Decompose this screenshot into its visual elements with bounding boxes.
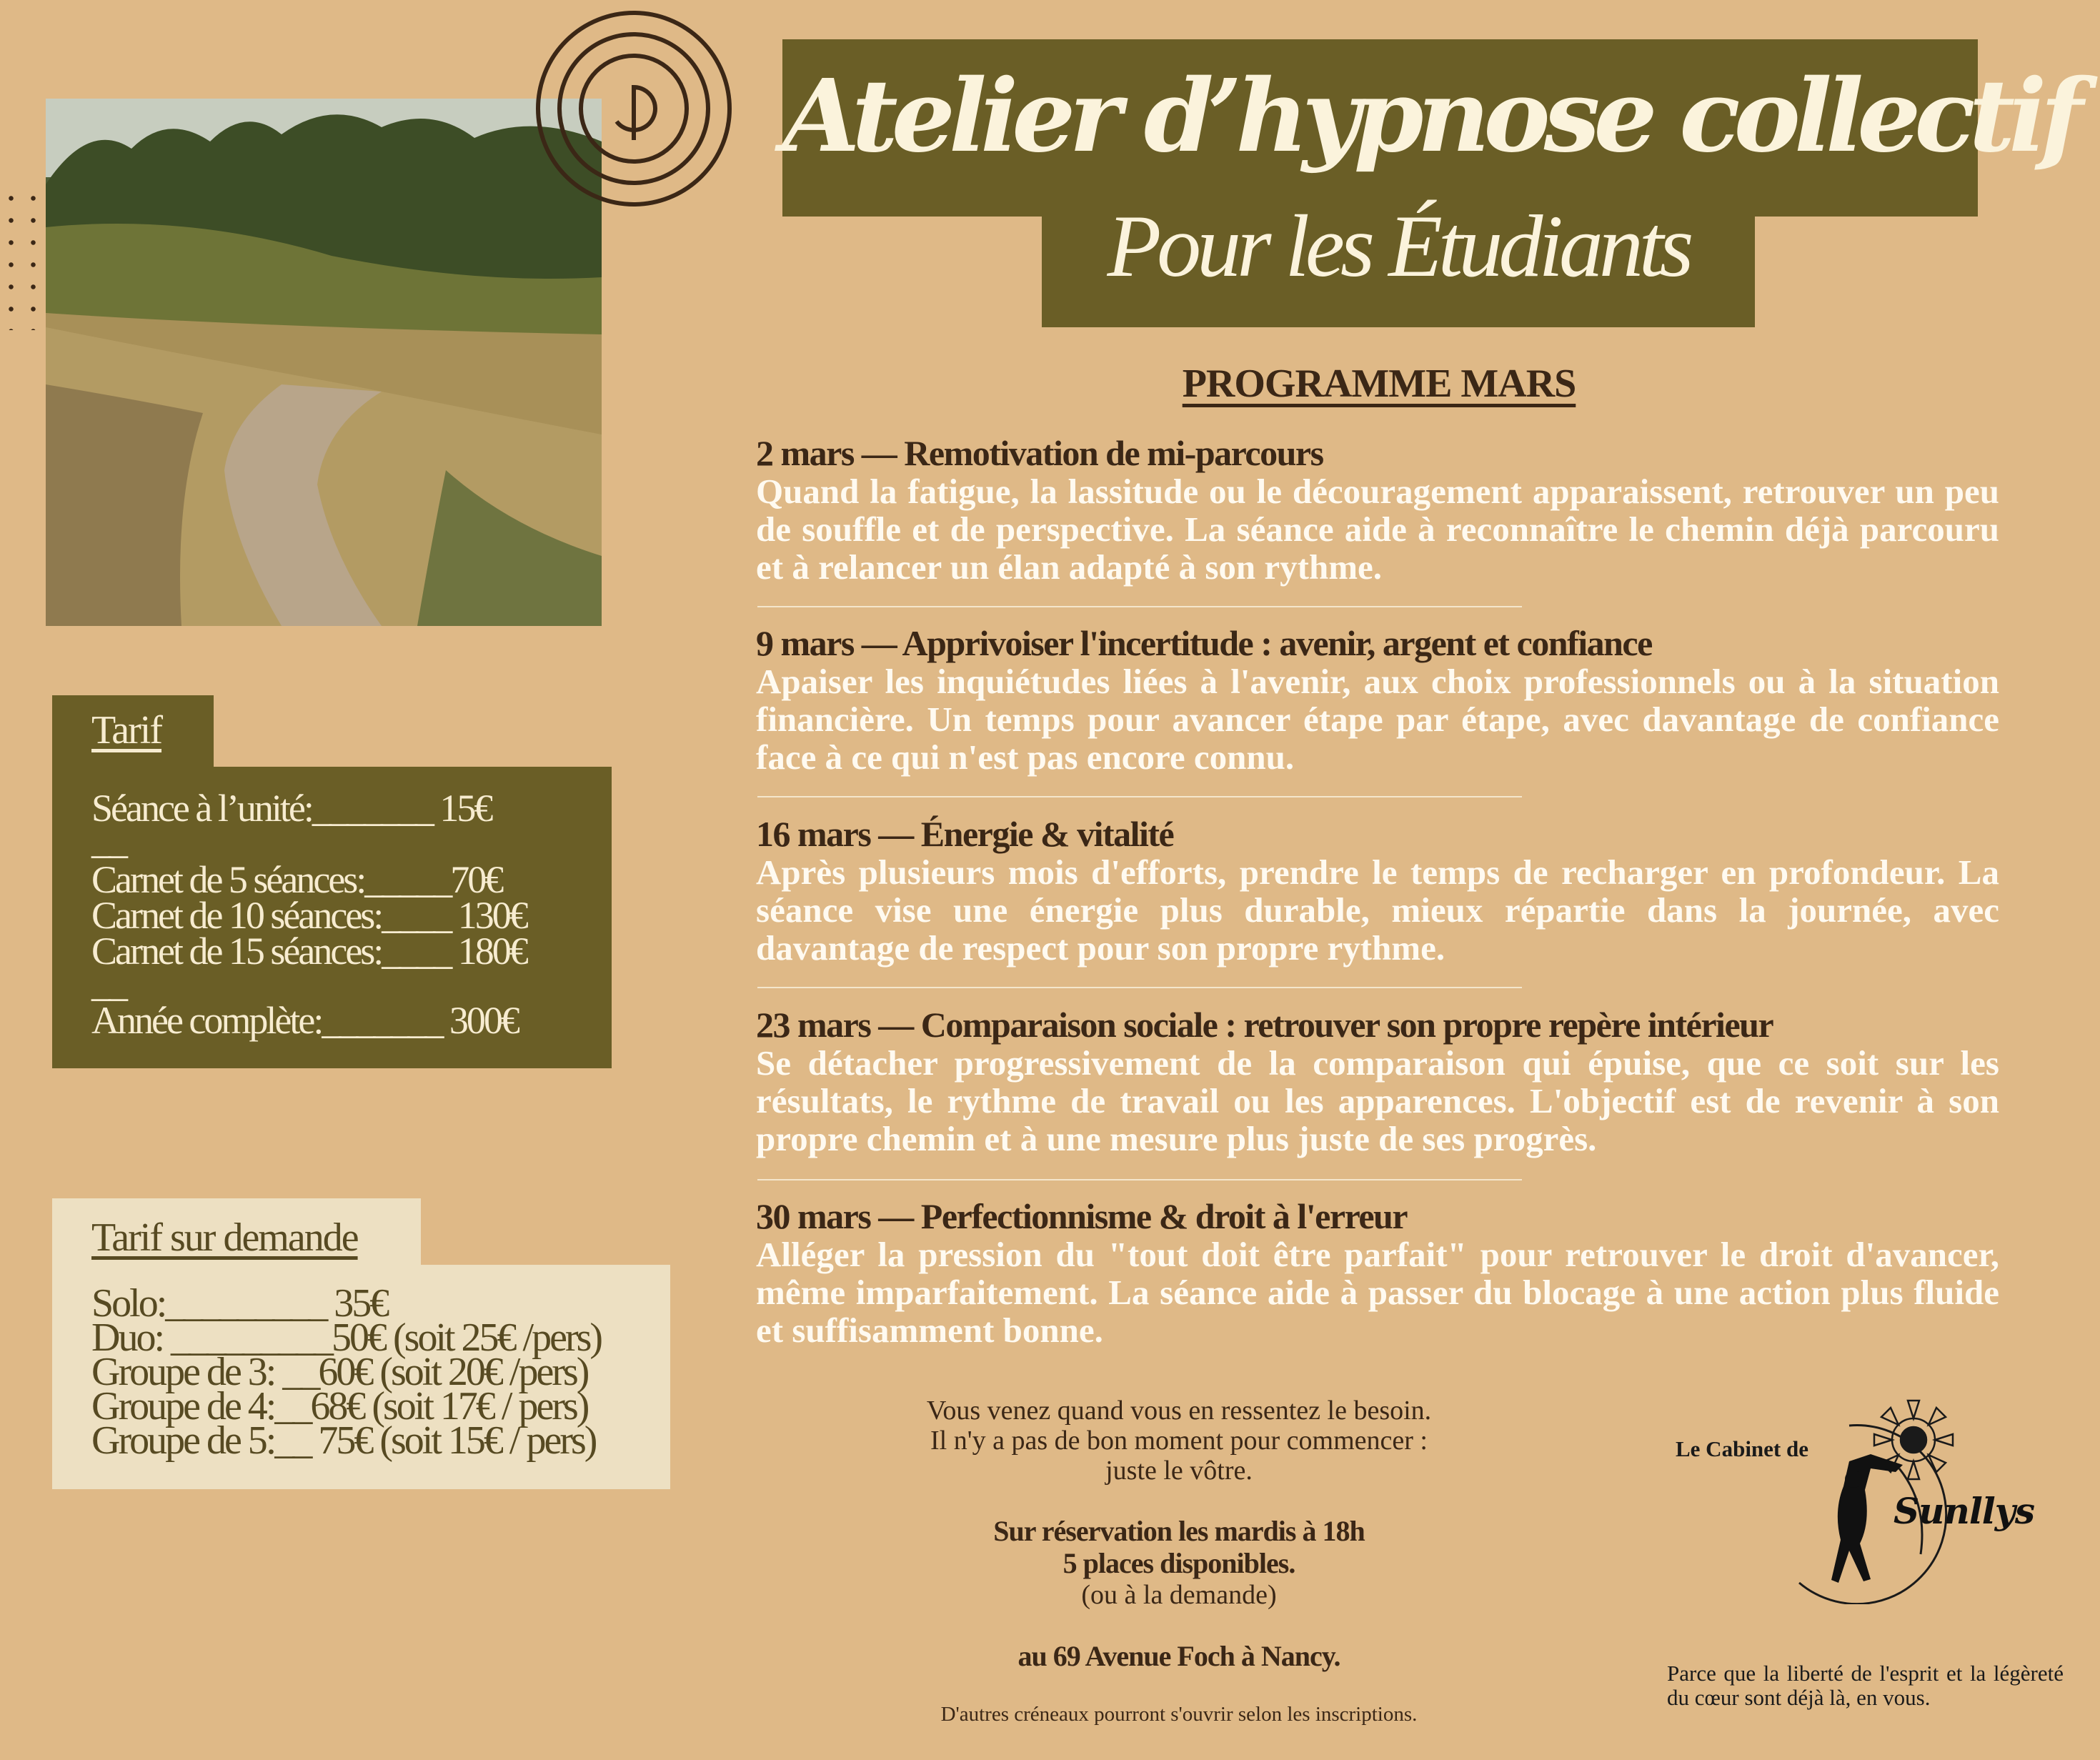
tarif-heading: Tarif [91, 708, 162, 752]
session-title: 9 mars — Apprivoiser l'incertitude : avenir, argent et confiance [756, 623, 1652, 663]
divider [757, 987, 1522, 988]
divider [757, 1179, 1522, 1180]
session-description: Après plusieurs mois d'efforts, prendre le temps de recharger en profondeur. La séance vise une énergie plus durable, mieux répartie dans la journée, avec davantage de respect pour son propre rythme. [756, 852, 1999, 968]
tarif-demande-line: Groupe de 5:__ 75€ (soit 15€ / pers) [91, 1418, 596, 1463]
info-line: Il n'y a pas de bon moment pour commencer : [930, 1426, 1428, 1456]
session-title: 2 mars — Remotivation de mi-parcours [756, 433, 1323, 473]
tarif-demande-line: Duo: _________50€ (soit 25€ /pers) [91, 1316, 602, 1360]
tarif-line: __ [91, 962, 126, 1005]
session-item [756, 815, 1999, 967]
session-item [756, 1197, 1999, 1349]
divider [757, 606, 1522, 607]
divider [757, 796, 1522, 797]
landscape-photo [46, 99, 602, 626]
info-line: juste le vôtre. [1105, 1456, 1253, 1486]
page-title: Atelier d’hypnose collectif [782, 58, 2077, 175]
logo-label: Le Cabinet de [1676, 1436, 1808, 1461]
session-description: Se détacher progressivement de la comparaison qui épuise, que ce soit sur les résultats, le rythme de travail ou les apparences. L'objectif est de revenir à son propre chemin et à une mesure plus juste de ses progrès. [756, 1043, 1999, 1158]
session-description: Apaiser les inquiétudes liées à l'avenir, aux choix professionnels ou à la situation financière. Un temps pour avancer étape par étape, avec davantage de confiance face à ce qui n'est pas encore connu. [756, 662, 1999, 777]
tarif-line: Séance à l’unité:_______ 15€ [91, 787, 492, 830]
session-title: 23 mars — Comparaison sociale : retrouver son propre repère intérieur [756, 1005, 1773, 1045]
session-title: 30 mars — Perfectionnisme & droit à l'erreur [756, 1196, 1408, 1236]
logo-tagline: Parce que la liberté de l'esprit et la légèreté du cœur sont déjà là, en vous. [1667, 1661, 2064, 1710]
logo-brand: Sunllys [1894, 1490, 2035, 1532]
info-line: Vous venez quand vous en ressentez le besoin. [926, 1396, 1432, 1426]
page-subtitle: Pour les Étudiants [1107, 197, 1690, 295]
session-item [756, 434, 1999, 586]
tarif-line: Carnet de 10 séances:____ 130€ [91, 894, 527, 937]
tarif-demande-heading: Tarif sur demande [91, 1215, 358, 1260]
tarif-demande-line: Groupe de 4:__68€ (soit 17€ / pers) [91, 1384, 588, 1428]
session-description: Alléger la pression du "tout doit être parfait" pour retrouver le droit d'avancer, même imparfaitement. La séance aide à passer du blocage à une action plus fluide et suffisamment bonne. [756, 1235, 1999, 1350]
spiral-logo-icon [532, 7, 736, 211]
session-item [756, 624, 1999, 776]
tarif-line: Carnet de 15 séances:____ 180€ [91, 930, 527, 973]
booking-line: (ou à la demande) [1081, 1580, 1277, 1610]
session-item [756, 1005, 1999, 1158]
footer-note: D'autres créneaux pourront s'ouvrir selon les inscriptions. [940, 1703, 1418, 1726]
tarif-line: Carnet de 5 séances:_____70€ [91, 858, 502, 901]
address: au 69 Avenue Foch à Nancy. [1017, 1640, 1340, 1672]
tarif-demande-line: Solo:_________ 35€ [91, 1281, 388, 1326]
session-description: Quand la fatigue, la lassitude ou le découragement apparaissent, retrouver un peu de souffle et de perspective. La séance aide à reconnaître le chemin déjà parcouru et à relancer un élan adapté à son rythme. [756, 472, 1999, 587]
booking-line: Sur réservation les mardis à 18h [993, 1515, 1365, 1547]
tarif-demande-line: Groupe de 3: __60€ (soit 20€ /pers) [91, 1350, 588, 1394]
session-title: 16 mars — Énergie & vitalité [756, 814, 1174, 854]
tarif-line: __ [91, 819, 126, 862]
booking-line: 5 places disponibles. [1063, 1547, 1295, 1579]
tarif-line: Année complète:_______ 300€ [91, 999, 518, 1042]
programme-heading: PROGRAMME MARS [1182, 362, 1576, 406]
